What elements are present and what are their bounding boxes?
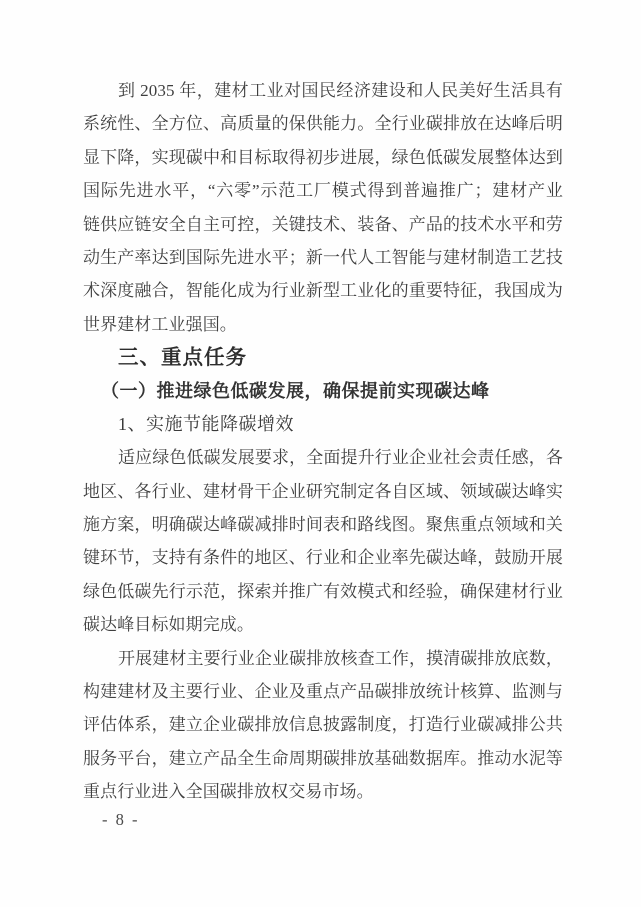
text-line: 绿色低碳先行示范，探索并推广有效模式和经验，确保建材行业: [83, 581, 563, 601]
paragraph: [83, 642, 563, 809]
text-line: 国际先进水平，“六零”示范工厂模式得到普遍推广；建材产业: [83, 181, 563, 201]
paragraph: [83, 441, 563, 641]
text-line: 重点行业进入全国碳排放权交易市场。: [83, 782, 374, 802]
text-line: 世界建材工业强国。: [83, 314, 237, 334]
text-line: 链供应链安全自主可控，关键技术、装备、产品的技术水平和劳: [83, 214, 563, 234]
text-line: 到 2035 年，建材工业对国民经济建设和人民美好生活具有: [118, 81, 563, 100]
text-line: 开展建材主要行业企业碳排放核查工作，摸清碳排放底数，: [118, 648, 563, 668]
text-line: 键环节，支持有条件的地区、行业和企业率先碳达峰，鼓励开展: [83, 548, 563, 568]
text-line: 显下降，实现碳中和目标取得初步进展，绿色低碳发展整体达到: [83, 147, 563, 167]
text-line: 碳达峰目标如期完成。: [83, 615, 254, 635]
text-line: 施方案，明确碳达峰碳减排时间表和路线图。聚焦重点领域和关: [83, 515, 563, 535]
subsection-heading: （一）推进绿色低碳发展，确保提前实现碳达峰: [101, 380, 490, 401]
section-heading: 三、重点任务: [118, 346, 247, 370]
text-line: 适应绿色低碳发展要求，全面提升行业企业社会责任感，各: [118, 448, 563, 468]
item-heading: 1、实施节能降碳增效: [118, 413, 294, 434]
paragraph: [83, 74, 563, 341]
text-line: 地区、各行业、建材骨干企业研究制定各自区域、领域碳达峰实: [83, 481, 563, 501]
text-line: 服务平台，建立产品全生命周期碳排放基础数据库。推动水泥等: [83, 748, 563, 768]
text-line: 动生产率达到国际先进水平；新一代人工智能与建材制造工艺技: [83, 247, 563, 267]
page-body: [83, 74, 563, 809]
text-line: 系统性、全方位、高质量的保供能力。全行业碳排放在达峰后明: [83, 114, 563, 134]
text-line: 术深度融合，智能化成为行业新型工业化的重要特征，我国成为: [83, 281, 563, 301]
page-number: - 8 -: [102, 810, 140, 829]
text-line: 构建建材及主要行业、企业及重点产品碳排放统计核算、监测与: [83, 682, 563, 702]
text-line: 评估体系，建立企业碳排放信息披露制度，打造行业碳减排公共: [83, 715, 563, 735]
